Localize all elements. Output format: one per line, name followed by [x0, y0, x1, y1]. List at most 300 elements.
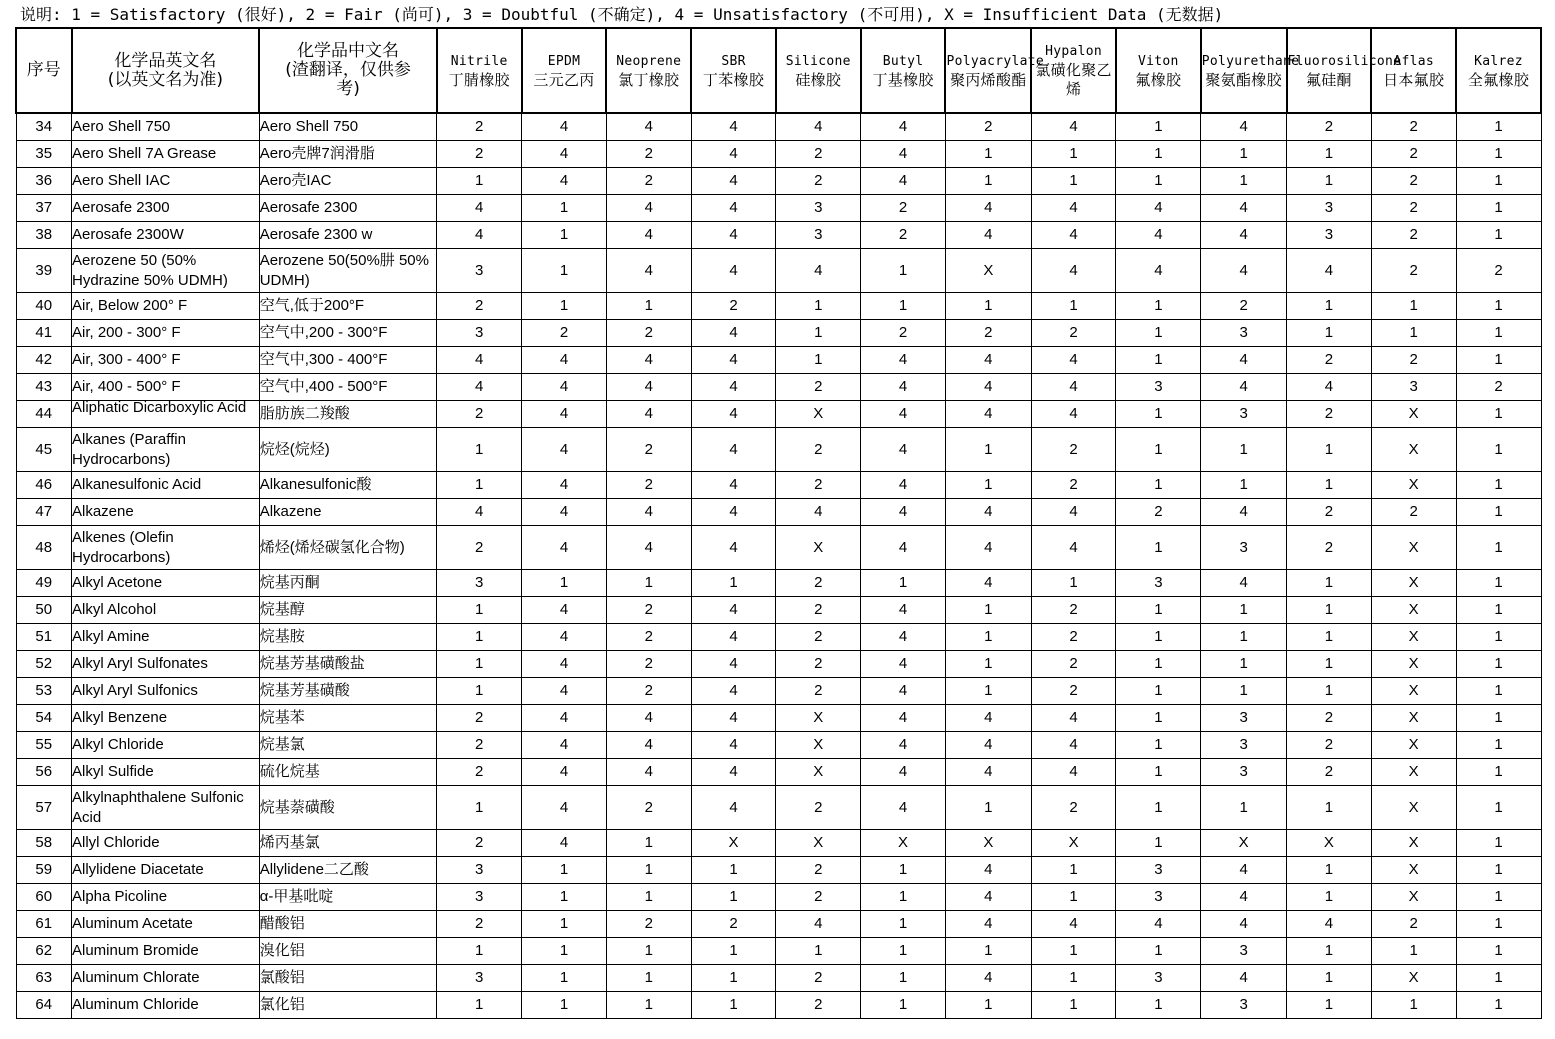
rating-cell: 1: [1116, 141, 1201, 168]
rating-cell: 1: [691, 965, 776, 992]
rating-cell: 2: [1287, 113, 1372, 141]
header-material-en: Hypalon: [1045, 44, 1103, 59]
rating-cell: 4: [861, 732, 946, 759]
rating-cell: 1: [945, 168, 1031, 195]
rating-cell: 1: [945, 786, 1031, 830]
rating-cell: 1: [1456, 222, 1541, 249]
rating-cell: 1: [1116, 786, 1201, 830]
rating-cell: 4: [691, 401, 776, 428]
rating-cell: 1: [606, 965, 691, 992]
table-row: [16, 965, 1541, 992]
chemical-english-name: [72, 401, 260, 428]
header-material-cn: 聚氨酯橡胶: [1205, 70, 1282, 89]
row-number: 47: [16, 499, 72, 526]
chemical-english-name: Alkyl Alcohol: [72, 597, 260, 624]
header-material-cn: 丁苯橡胶: [702, 70, 765, 89]
rating-cell: 1: [1116, 938, 1201, 965]
rating-cell: 2: [606, 141, 691, 168]
rating-cell: 1: [522, 992, 607, 1019]
rating-cell: 4: [437, 222, 522, 249]
header-material-cn: 全氟橡胶: [1467, 70, 1530, 89]
row-number: 40: [16, 293, 72, 320]
rating-cell: 2: [437, 911, 522, 938]
chemical-english-name: Aerozene 50 (50% Hydrazine 50% UDMH): [72, 249, 260, 293]
rating-cell: 1: [945, 624, 1031, 651]
rating-cell: 4: [861, 499, 946, 526]
rating-cell: 4: [691, 786, 776, 830]
table-row: [16, 320, 1541, 347]
row-number: 41: [16, 320, 72, 347]
rating-cell: 2: [1287, 705, 1372, 732]
row-number: 61: [16, 911, 72, 938]
rating-cell: 2: [437, 830, 522, 857]
rating-cell: 3: [1201, 938, 1287, 965]
rating-cell: 4: [861, 168, 946, 195]
rating-cell: 4: [606, 113, 691, 141]
rating-cell: 4: [945, 965, 1031, 992]
rating-cell: 2: [776, 570, 861, 597]
rating-cell: 2: [861, 195, 946, 222]
rating-cell: X: [1371, 570, 1456, 597]
rating-cell: 1: [1031, 938, 1116, 965]
rating-cell: 4: [945, 732, 1031, 759]
rating-cell: 1: [1456, 141, 1541, 168]
rating-cell: 2: [1371, 347, 1456, 374]
rating-cell: 4: [861, 472, 946, 499]
chemical-english-name: Alkyl Chloride: [72, 732, 260, 759]
rating-cell: 4: [691, 195, 776, 222]
rating-cell: 4: [522, 526, 607, 570]
table-row: [16, 168, 1541, 195]
header-material-silicone: [776, 28, 861, 113]
legend-text: 说明: 1 = Satisfactory (很好), 2 = Fair (尚可), 3 = Doubtful (不确定), 4 = Unsatisfactory (不可用), X = Insufficient Data (无数据): [20, 5, 1224, 24]
rating-cell: X: [1031, 830, 1116, 857]
rating-cell: 1: [1456, 499, 1541, 526]
rating-cell: 4: [606, 759, 691, 786]
rating-cell: 2: [437, 732, 522, 759]
rating-cell: 4: [861, 401, 946, 428]
rating-cell: 1: [1116, 705, 1201, 732]
rating-cell: 4: [1201, 195, 1287, 222]
rating-cell: 1: [1287, 141, 1372, 168]
rating-cell: 1: [1456, 911, 1541, 938]
rating-cell: 1: [691, 570, 776, 597]
rating-cell: 1: [861, 938, 946, 965]
rating-cell: 1: [606, 293, 691, 320]
rating-cell: 4: [1031, 499, 1116, 526]
chemical-english-name: Aero Shell IAC: [72, 168, 260, 195]
rating-cell: 1: [1456, 651, 1541, 678]
rating-cell: X: [1371, 884, 1456, 911]
rating-cell: 2: [606, 597, 691, 624]
header-material-cn: 三元乙丙: [533, 70, 595, 89]
rating-cell: 4: [945, 401, 1031, 428]
rating-cell: 1: [437, 678, 522, 705]
chemical-chinese-name: α-甲基吡啶: [259, 884, 437, 911]
rating-cell: 1: [1201, 428, 1287, 472]
row-number: 54: [16, 705, 72, 732]
rating-cell: 2: [1031, 597, 1116, 624]
header-material-en: Butyl: [882, 53, 924, 69]
rating-cell: 1: [1456, 113, 1541, 141]
rating-cell: 4: [945, 857, 1031, 884]
rating-cell: 4: [1201, 857, 1287, 884]
chemical-english-name: Alkyl Aryl Sulfonics: [72, 678, 260, 705]
row-number: 35: [16, 141, 72, 168]
chemical-chinese-name: 空气中,300 - 400°F: [259, 347, 437, 374]
table-row: [16, 884, 1541, 911]
rating-cell: 1: [522, 222, 607, 249]
rating-cell: 4: [606, 705, 691, 732]
rating-cell: X: [1371, 401, 1456, 428]
chemical-english-name: Alkyl Sulfide: [72, 759, 260, 786]
row-number: 58: [16, 830, 72, 857]
table-row: [16, 857, 1541, 884]
chemical-english-name: Alpha Picoline: [72, 884, 260, 911]
rating-cell: 1: [437, 168, 522, 195]
rating-cell: 4: [1201, 113, 1287, 141]
header-material-cn: 氯丁橡胶: [618, 70, 680, 89]
rating-cell: 1: [945, 597, 1031, 624]
rating-cell: X: [1371, 965, 1456, 992]
rating-cell: 2: [606, 168, 691, 195]
header-material-cn: 聚丙烯酸酯: [950, 70, 1027, 89]
rating-cell: 2: [606, 651, 691, 678]
rating-cell: 1: [1456, 884, 1541, 911]
rating-cell: 1: [1456, 759, 1541, 786]
rating-cell: 4: [522, 678, 607, 705]
row-number: 49: [16, 570, 72, 597]
row-number: 63: [16, 965, 72, 992]
rating-cell: 4: [1031, 347, 1116, 374]
row-number: 52: [16, 651, 72, 678]
rating-cell: 1: [606, 884, 691, 911]
rating-cell: 3: [437, 320, 522, 347]
rating-cell: 1: [437, 428, 522, 472]
rating-cell: 4: [1287, 374, 1372, 401]
rating-cell: 1: [861, 992, 946, 1019]
rating-cell: 1: [1456, 347, 1541, 374]
rating-cell: 1: [1371, 293, 1456, 320]
rating-cell: 1: [1031, 570, 1116, 597]
rating-cell: 2: [1031, 472, 1116, 499]
rating-cell: 2: [861, 320, 946, 347]
rating-cell: X: [1201, 830, 1287, 857]
rating-cell: 2: [945, 113, 1031, 141]
rating-cell: 4: [437, 195, 522, 222]
chemical-english-name: Aluminum Acetate: [72, 911, 260, 938]
rating-cell: 1: [1287, 597, 1372, 624]
rating-cell: 4: [1031, 526, 1116, 570]
rating-cell: 3: [1201, 401, 1287, 428]
rating-cell: 4: [861, 141, 946, 168]
rating-cell: 2: [437, 401, 522, 428]
rating-cell: 1: [861, 570, 946, 597]
rating-cell: 1: [1456, 526, 1541, 570]
rating-cell: 1: [606, 830, 691, 857]
header-material-cn: 硅橡胶: [795, 70, 842, 89]
rating-cell: 1: [1456, 732, 1541, 759]
rating-cell: 2: [776, 597, 861, 624]
rating-cell: 2: [437, 526, 522, 570]
chemical-english-name: Alkyl Amine: [72, 624, 260, 651]
rating-cell: 4: [945, 759, 1031, 786]
rating-cell: 3: [1201, 759, 1287, 786]
rating-cell: 2: [1201, 293, 1287, 320]
rating-cell: 3: [437, 884, 522, 911]
row-number: 46: [16, 472, 72, 499]
rating-cell: 4: [691, 249, 776, 293]
table-row: [16, 624, 1541, 651]
rating-cell: 3: [1287, 222, 1372, 249]
rating-cell: 3: [776, 222, 861, 249]
header-material-kalrez: [1456, 28, 1541, 113]
rating-cell: 4: [1031, 732, 1116, 759]
rating-cell: 1: [1116, 401, 1201, 428]
table-row: [16, 249, 1541, 293]
rating-cell: 1: [437, 597, 522, 624]
chemical-chinese-name: 醋酸铝: [259, 911, 437, 938]
chemical-english-name: Allyl Chloride: [72, 830, 260, 857]
chemical-chinese-name: 烷基胺: [259, 624, 437, 651]
rating-cell: 4: [861, 651, 946, 678]
chemical-english-name: Aluminum Bromide: [72, 938, 260, 965]
table-row: [16, 570, 1541, 597]
chemical-english-name: Aluminum Chlorate: [72, 965, 260, 992]
rating-cell: 1: [1287, 857, 1372, 884]
chemical-chinese-name: Aerosafe 2300 w: [259, 222, 437, 249]
rating-cell: 1: [1456, 678, 1541, 705]
rating-cell: 2: [1031, 320, 1116, 347]
rating-cell: 1: [945, 428, 1031, 472]
rating-cell: 1: [1116, 472, 1201, 499]
rating-cell: 4: [861, 526, 946, 570]
table-row: [16, 347, 1541, 374]
row-number: 37: [16, 195, 72, 222]
row-number: 38: [16, 222, 72, 249]
rating-cell: 1: [522, 249, 607, 293]
rating-cell: 1: [606, 570, 691, 597]
row-number: 44: [16, 401, 72, 428]
rating-cell: 1: [522, 884, 607, 911]
header-material-nitrile: [437, 28, 522, 113]
rating-cell: 4: [945, 705, 1031, 732]
row-number: 36: [16, 168, 72, 195]
rating-cell: 2: [522, 320, 607, 347]
rating-cell: 3: [1116, 884, 1201, 911]
rating-cell: 4: [606, 374, 691, 401]
rating-cell: 1: [691, 857, 776, 884]
row-number: 50: [16, 597, 72, 624]
header-material-en: Nitrile: [450, 53, 508, 69]
rating-cell: 1: [606, 857, 691, 884]
chemical-english-name: Aerosafe 2300W: [72, 222, 260, 249]
rating-cell: 2: [776, 428, 861, 472]
rating-cell: 4: [691, 732, 776, 759]
table-header: [16, 28, 1541, 113]
chemical-english-name: Alkyl Benzene: [72, 705, 260, 732]
header-chinese-name: 化学品中文名 (渣翻译，仅供参 考): [259, 28, 437, 113]
rating-cell: 4: [861, 597, 946, 624]
rating-cell: 4: [1287, 249, 1372, 293]
header-material-aflas: [1371, 28, 1456, 113]
rating-cell: 3: [1201, 732, 1287, 759]
rating-cell: 4: [945, 374, 1031, 401]
rating-cell: 4: [1201, 911, 1287, 938]
chemical-english-name: Alkylnaphthalene Sulfonic Acid: [72, 786, 260, 830]
header-material-fluorosilicone: [1287, 28, 1402, 113]
rating-cell: 4: [1116, 911, 1201, 938]
row-number: 43: [16, 374, 72, 401]
rating-cell: 1: [691, 938, 776, 965]
rating-cell: 4: [691, 705, 776, 732]
header-english-name: 化学品英文名 (以英文名为准): [72, 28, 260, 113]
rating-cell: 1: [861, 249, 946, 293]
rating-cell: 4: [1031, 759, 1116, 786]
rating-cell: 2: [606, 786, 691, 830]
rating-cell: 4: [691, 168, 776, 195]
row-number: 56: [16, 759, 72, 786]
chemical-english-name: Air, Below 200° F: [72, 293, 260, 320]
rating-cell: 2: [776, 651, 861, 678]
rating-cell: 4: [1031, 249, 1116, 293]
rating-cell: 1: [1287, 168, 1372, 195]
rating-cell: 4: [691, 141, 776, 168]
table-row: [16, 222, 1541, 249]
rating-cell: 4: [522, 759, 607, 786]
rating-cell: 2: [776, 786, 861, 830]
rating-cell: 4: [606, 195, 691, 222]
rating-cell: 1: [1116, 624, 1201, 651]
rating-cell: 2: [1287, 526, 1372, 570]
chemical-chinese-name: 烯丙基氯: [259, 830, 437, 857]
rating-cell: 3: [437, 857, 522, 884]
chemical-chinese-name: 烷基芳基磺酸盐: [259, 651, 437, 678]
chemical-chinese-name: 氯化铝: [259, 992, 437, 1019]
rating-cell: 4: [1201, 884, 1287, 911]
chemical-chinese-name: 硫化烷基: [259, 759, 437, 786]
rating-cell: 4: [437, 347, 522, 374]
rating-cell: 1: [1287, 965, 1372, 992]
rating-cell: 3: [1116, 857, 1201, 884]
rating-cell: 3: [437, 249, 522, 293]
row-number: 48: [16, 526, 72, 570]
rating-cell: X: [776, 732, 861, 759]
header-material-cn: 氯磺化聚乙烯: [1035, 61, 1112, 98]
rating-cell: X: [1371, 705, 1456, 732]
chemical-english-name-text: Aliphatic Dicarboxylic Acid: [72, 399, 247, 416]
rating-cell: 2: [776, 624, 861, 651]
table-row: [16, 651, 1541, 678]
rating-cell: 2: [606, 678, 691, 705]
rating-cell: 1: [1116, 113, 1201, 141]
rating-cell: X: [945, 249, 1031, 293]
rating-cell: 4: [945, 884, 1031, 911]
rating-cell: 4: [691, 597, 776, 624]
chemical-english-name: Aero Shell 7A Grease: [72, 141, 260, 168]
rating-cell: X: [1371, 732, 1456, 759]
row-number: 60: [16, 884, 72, 911]
rating-cell: 1: [1456, 195, 1541, 222]
row-number: 55: [16, 732, 72, 759]
row-number: 53: [16, 678, 72, 705]
row-number: 59: [16, 857, 72, 884]
chemical-english-name: Alkyl Aryl Sulfonates: [72, 651, 260, 678]
rating-cell: 4: [861, 678, 946, 705]
rating-cell: 4: [776, 113, 861, 141]
rating-cell: 4: [945, 570, 1031, 597]
rating-cell: 1: [1116, 992, 1201, 1019]
rating-cell: X: [1371, 830, 1456, 857]
rating-cell: 4: [691, 113, 776, 141]
rating-cell: X: [691, 830, 776, 857]
rating-cell: 4: [522, 597, 607, 624]
rating-cell: 1: [437, 472, 522, 499]
table-row: [16, 938, 1541, 965]
chemical-english-name: Aluminum Chloride: [72, 992, 260, 1019]
chemical-chinese-name: Aero壳IAC: [259, 168, 437, 195]
rating-cell: 2: [1371, 141, 1456, 168]
rating-cell: 4: [522, 651, 607, 678]
table-row: [16, 428, 1541, 472]
rating-cell: X: [776, 759, 861, 786]
rating-cell: 4: [606, 732, 691, 759]
table-row: [16, 911, 1541, 938]
rating-cell: 1: [1456, 168, 1541, 195]
header-material-polyacrylate: [945, 28, 1044, 113]
rating-cell: 1: [861, 857, 946, 884]
header-material-epdm: [522, 28, 607, 113]
rating-cell: 1: [1201, 651, 1287, 678]
rating-cell: 4: [522, 472, 607, 499]
rating-cell: 4: [861, 428, 946, 472]
rating-cell: 4: [522, 141, 607, 168]
chemical-chinese-name: 烯烃(烯烃碳氢化合物): [259, 526, 437, 570]
rating-cell: 2: [1371, 113, 1456, 141]
chemical-chinese-name: 空气中,200 - 300°F: [259, 320, 437, 347]
table-row: [16, 374, 1541, 401]
rating-cell: 4: [1287, 911, 1372, 938]
rating-cell: 4: [437, 499, 522, 526]
rating-cell: 1: [945, 992, 1031, 1019]
rating-cell: 1: [437, 992, 522, 1019]
rating-cell: X: [1371, 472, 1456, 499]
table-row: [16, 526, 1541, 570]
rating-cell: 2: [437, 293, 522, 320]
rating-cell: 2: [1371, 195, 1456, 222]
chemical-chinese-name: 烷烃(烷烃): [259, 428, 437, 472]
table-row: [16, 195, 1541, 222]
rating-cell: 1: [522, 965, 607, 992]
rating-cell: 1: [1456, 857, 1541, 884]
rating-cell: 1: [1287, 428, 1372, 472]
chemical-english-name: Alkazene: [72, 499, 260, 526]
rating-cell: 1: [776, 347, 861, 374]
rating-cell: 3: [1201, 992, 1287, 1019]
rating-cell: 1: [606, 938, 691, 965]
rating-cell: 3: [1287, 195, 1372, 222]
rating-cell: 1: [1116, 732, 1201, 759]
rating-cell: 4: [1116, 195, 1201, 222]
rating-cell: 4: [691, 499, 776, 526]
rating-cell: 1: [1116, 320, 1201, 347]
rating-cell: 4: [1201, 347, 1287, 374]
rating-cell: 4: [691, 374, 776, 401]
rating-cell: 1: [1456, 705, 1541, 732]
rating-cell: X: [776, 401, 861, 428]
rating-cell: 2: [1456, 374, 1541, 401]
rating-cell: 1: [861, 965, 946, 992]
